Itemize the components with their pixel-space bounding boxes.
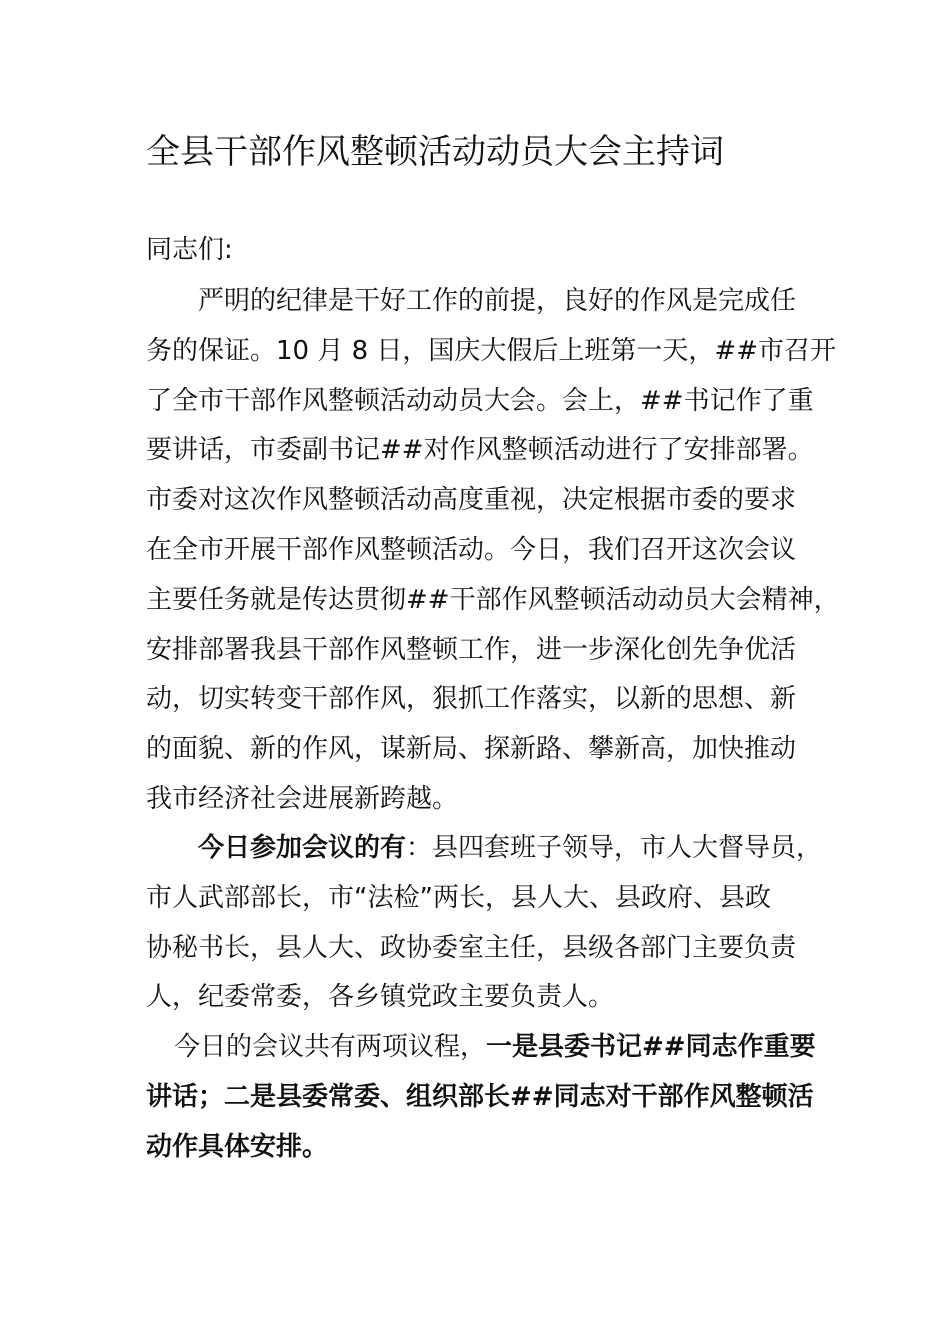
paragraph-line: 动作具体安排。 — [146, 1131, 329, 1162]
paragraph-line: 在全市开展干部作风整顿活动。今日，我们召开这次会议 — [146, 534, 797, 565]
document-title: 全县干部作风整顿活动动员大会主持词 — [146, 132, 724, 172]
paragraph-line — [146, 1023, 816, 1073]
paragraph-line: 动，切实转变干部作风，狠抓工作落实，以新的思想、新 — [146, 684, 797, 715]
paragraph-line: 严明的纪律是干好工作的前提，良好的作风是完成任 — [198, 286, 797, 316]
paragraph-attendees — [146, 824, 823, 1023]
paragraph-line: 主要任务就是传达贯彻##干部作风整顿活动动员大会精神， — [146, 584, 840, 615]
paragraph-line: 安排部署我县干部作风整顿工作，进一步深化创先争优活 — [146, 634, 797, 665]
agenda-item-one: 一是县委书记##同志作重要 — [486, 1032, 816, 1062]
paragraph-line: 的面貌、新的作风，谋新局、探新路、攀新高，加快推动 — [146, 734, 797, 765]
agenda-intro: 今日的会议共有两项议程， — [174, 1032, 487, 1062]
paragraph-line: 协秘书长，县人大、政协委室主任，县级各部门主要负责 — [146, 932, 797, 963]
paragraph-agenda — [146, 1023, 816, 1172]
paragraph-line: 讲话；二是县委常委、组织部长##同志对干部作风整顿活 — [146, 1081, 814, 1112]
paragraph-line: 人，纪委常委，各乡镇党政主要负责人。 — [146, 982, 615, 1013]
paragraph-line: 务的保证。10 月 8 日，国庆大假后上班第一天，##市召开 — [146, 335, 836, 366]
paragraph-line: 了全市干部作风整顿活动动员大会。会上，##书记作了重 — [146, 385, 814, 416]
paragraph-opening — [146, 277, 840, 825]
paragraph-line — [146, 824, 823, 874]
paragraph-line: 要讲话，市委副书记##对作风整顿活动进行了安排部署。 — [146, 435, 814, 466]
paragraph-line: 我市经济社会进展新跨越。 — [146, 783, 459, 814]
paragraph-line: 市人武部部长，市“法检”两长，县人大、县政府、县政 — [146, 882, 771, 913]
attendees-lead: 今日参加会议的有 — [198, 833, 407, 863]
paragraph-line: 市委对这次作风整顿活动高度重视，决定根据市委的要求 — [146, 485, 797, 516]
attendees-text: ：县四套班子领导，市人大督导员， — [406, 833, 823, 863]
salutation: 同志们: — [146, 235, 233, 265]
